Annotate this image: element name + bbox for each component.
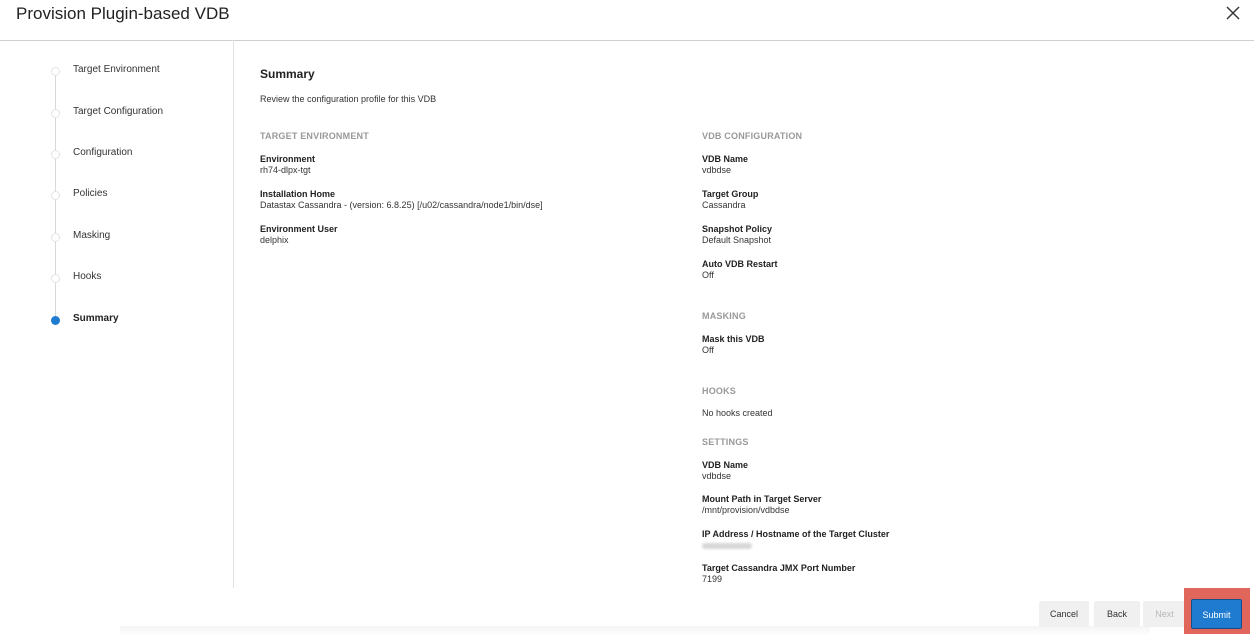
field-label: VDB Name — [702, 154, 749, 164]
field-value: Cassandra — [702, 200, 746, 210]
step-label: Policies — [73, 188, 108, 199]
back-button[interactable]: Back — [1094, 601, 1140, 627]
section-masking: MASKING — [702, 311, 746, 321]
hooks-empty-text: No hooks created — [702, 408, 773, 418]
field-installation-home — [260, 189, 543, 211]
field-label: Mount Path in Target Server — [702, 494, 822, 504]
field-ip-address — [702, 529, 889, 552]
field-value: vdbdse — [702, 165, 732, 175]
step-label: Configuration — [73, 147, 133, 158]
field-value: Default Snapshot — [702, 235, 772, 245]
field-target-group — [702, 189, 758, 211]
step-marker — [51, 150, 60, 159]
field-settings-vdb-name — [702, 460, 748, 482]
redacted-value — [702, 543, 752, 549]
field-snapshot-policy — [702, 224, 772, 246]
field-value: 7199 — [702, 574, 723, 584]
step-marker — [51, 109, 60, 118]
field-value: Off — [702, 270, 714, 280]
submit-button[interactable]: Submit — [1191, 599, 1242, 629]
section-hooks: HOOKS — [702, 386, 737, 396]
field-label: Snapshot Policy — [702, 224, 773, 234]
dialog-header — [0, 0, 1254, 41]
step-marker — [51, 233, 60, 242]
summary-heading: Summary — [260, 67, 315, 81]
field-value: rh74-dlpx-tgt — [260, 165, 311, 175]
field-label: Installation Home — [260, 189, 336, 199]
field-label: Target Group — [702, 189, 759, 199]
step-marker — [51, 274, 60, 283]
cancel-button[interactable]: Cancel — [1039, 601, 1089, 627]
field-environment — [260, 154, 315, 176]
step-label: Target Configuration — [73, 106, 164, 117]
field-mount-path — [702, 494, 821, 516]
field-mask-this-vdb — [702, 334, 765, 356]
step-marker-active — [51, 316, 60, 325]
field-value: vdbdse — [702, 471, 732, 481]
wizard-steps — [0, 40, 234, 588]
field-label: Mask this VDB — [702, 334, 765, 344]
field-label: Target Cassandra JMX Port Number — [702, 563, 856, 573]
field-label: Auto VDB Restart — [702, 259, 778, 269]
field-label: Environment User — [260, 224, 338, 234]
summary-panel — [234, 40, 1254, 588]
field-environment-user — [260, 224, 338, 246]
step-label: Masking — [73, 230, 111, 241]
field-label: IP Address / Hostname of the Target Cluster — [702, 529, 890, 539]
field-label: VDB Name — [702, 460, 749, 470]
close-icon[interactable] — [1222, 2, 1244, 24]
step-marker — [51, 67, 60, 76]
footer-shadow — [120, 626, 1150, 636]
field-value: delphix — [260, 235, 289, 245]
step-label: Target Environment — [73, 64, 160, 75]
section-target-environment: TARGET ENVIRONMENT — [260, 131, 369, 141]
step-label: Hooks — [73, 271, 102, 282]
dialog-title: Provision Plugin-based VDB — [16, 4, 230, 23]
field-value: Off — [702, 345, 714, 355]
summary-description: Review the configuration profile for this VDB — [260, 94, 437, 104]
field-jmx-port — [702, 563, 855, 585]
field-label: Environment — [260, 154, 316, 164]
step-label: Summary — [73, 313, 119, 324]
next-button[interactable]: Next — [1143, 601, 1186, 627]
field-auto-vdb-restart — [702, 259, 778, 281]
step-marker — [51, 191, 60, 200]
section-vdb-configuration: VDB CONFIGURATION — [702, 131, 803, 141]
close-x-glyph — [1222, 2, 1244, 24]
field-vdb-name — [702, 154, 748, 176]
section-settings: SETTINGS — [702, 437, 749, 447]
field-value: /mnt/provision/vdbdse — [702, 505, 790, 515]
field-value: Datastax Cassandra - (version: 6.8.25) [/u02/cassandra/node1/bin/dse] — [260, 200, 543, 210]
